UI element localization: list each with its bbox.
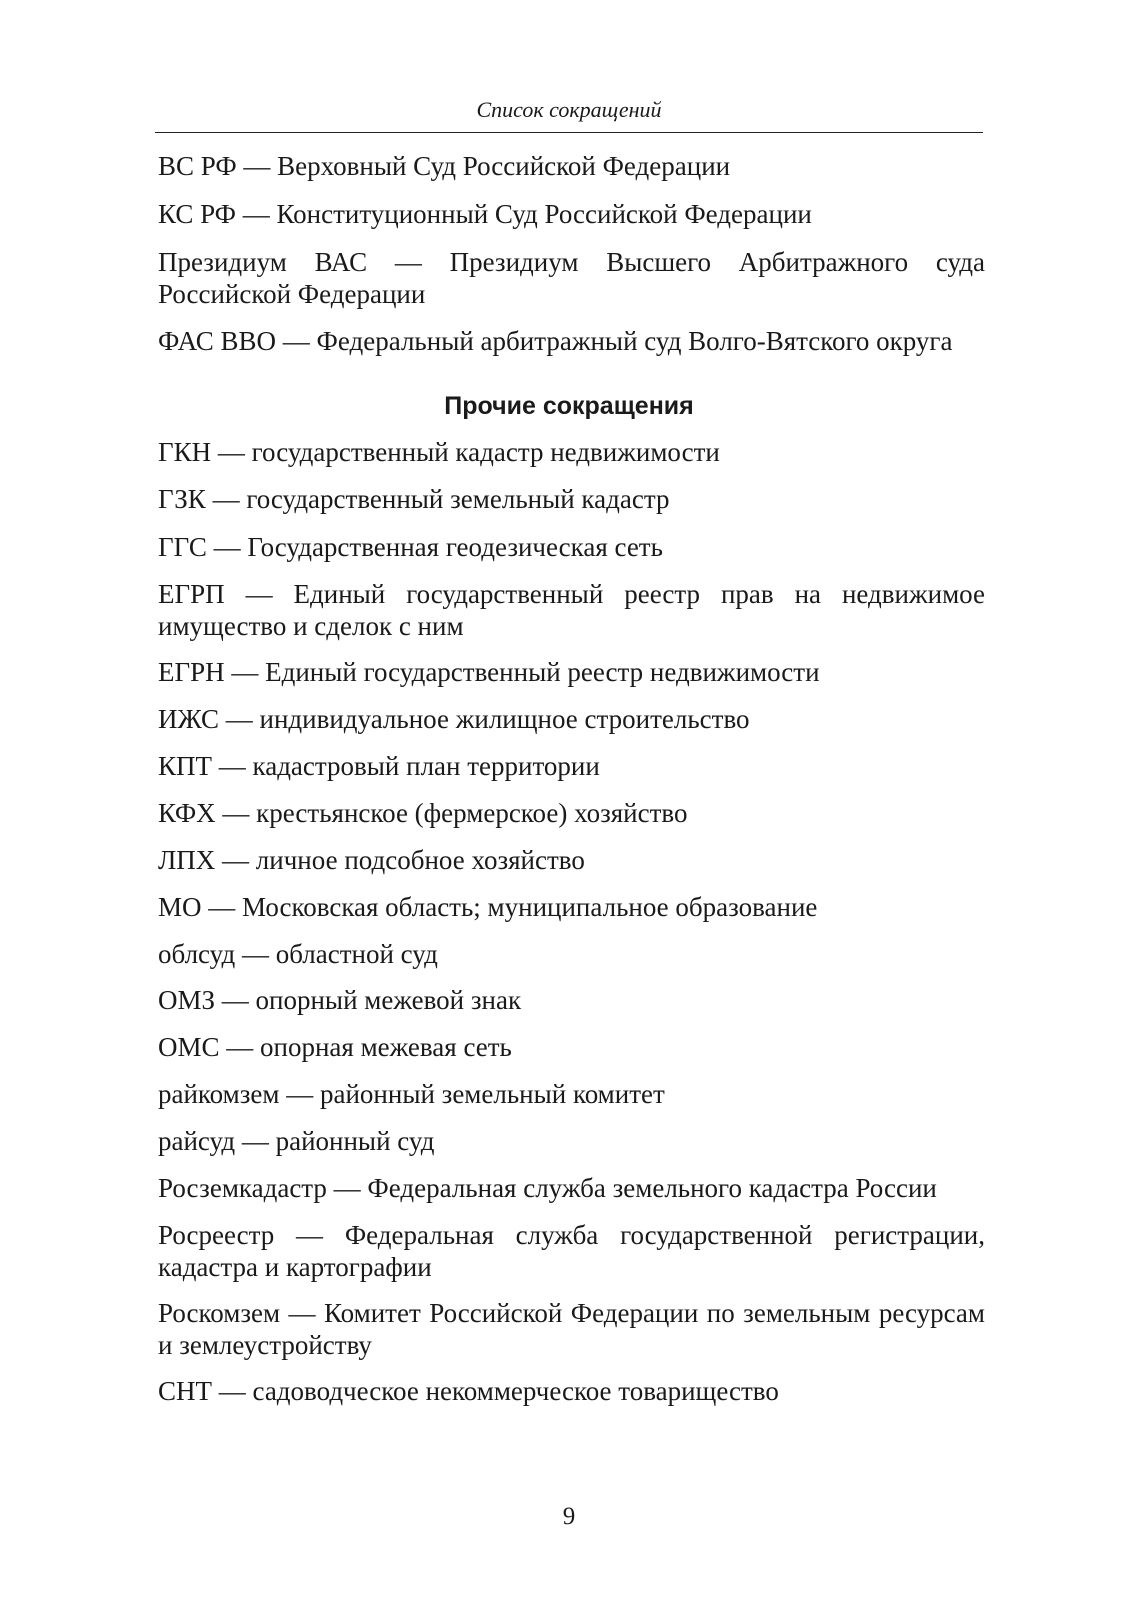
abbreviation-entry: ВС РФ — Верховный Суд Российской Федерации: [158, 151, 731, 181]
section-title: Прочие сокращения: [444, 392, 694, 420]
abbreviation-entry: ИЖС — индивидуальное жилищное строительство: [158, 704, 750, 734]
abbreviation-entry: КПТ — кадастровый план территории: [158, 751, 600, 781]
abbreviation-entry: Роскомзем — Комитет Российской Федерации по земельным ресурсам и землеустройству: [158, 1298, 985, 1360]
abbreviation-entry: райкомзем — районный земельный комитет: [158, 1079, 665, 1109]
abbreviation-entry: ОМЗ — опорный межевой знак: [158, 985, 522, 1015]
abbreviation-entry: ЕГРН — Единый государственный реестр недвижимости: [158, 657, 820, 687]
abbreviation-entry: ГКН — государственный кадастр недвижимости: [158, 437, 720, 467]
abbreviation-entry: облсуд — областной суд: [158, 939, 438, 969]
abbreviation-entry: Росреестр — Федеральная служба государственной регистрации, кадастра и картографии: [158, 1220, 985, 1282]
abbreviation-entry: Президиум ВАС — Президиум Высшего Арбитражного суда Российской Федерации: [158, 247, 985, 309]
abbreviation-entry: ГГС — Государственная геодезическая сеть: [158, 532, 663, 562]
running-head-title: Список сокращений: [476, 97, 662, 122]
abbreviation-entry: МО — Московская область; муниципальное образование: [158, 892, 818, 922]
abbreviation-entry: ГЗК — государственный земельный кадастр: [158, 484, 670, 514]
abbreviation-entry: Росземкадастр — Федеральная служба земельного кадастра России: [158, 1173, 937, 1203]
abbreviation-entry: райсуд — районный суд: [158, 1126, 435, 1156]
abbreviation-entry: ФАС ВВО — Федеральный арбитражный суд Волго-Вятского округа: [158, 326, 953, 356]
abbreviation-entry: ОМС — опорная межевая сеть: [158, 1032, 512, 1062]
abbreviation-entry: ЛПХ — личное подсобное хозяйство: [158, 845, 585, 875]
abbreviation-entry: СНТ — садоводческое некоммерческое товарищество: [158, 1376, 779, 1406]
abbreviation-entry: КС РФ — Конституционный Суд Российской Федерации: [158, 199, 812, 229]
page-number: 9: [562, 1503, 576, 1530]
abbreviation-entry: ЕГРП — Единый государственный реестр прав на недвижимое имущество и сделок с ним: [158, 579, 985, 641]
header-divider: [155, 132, 983, 133]
abbreviation-entry: КФХ — крестьянское (фермерское) хозяйство: [158, 798, 688, 828]
